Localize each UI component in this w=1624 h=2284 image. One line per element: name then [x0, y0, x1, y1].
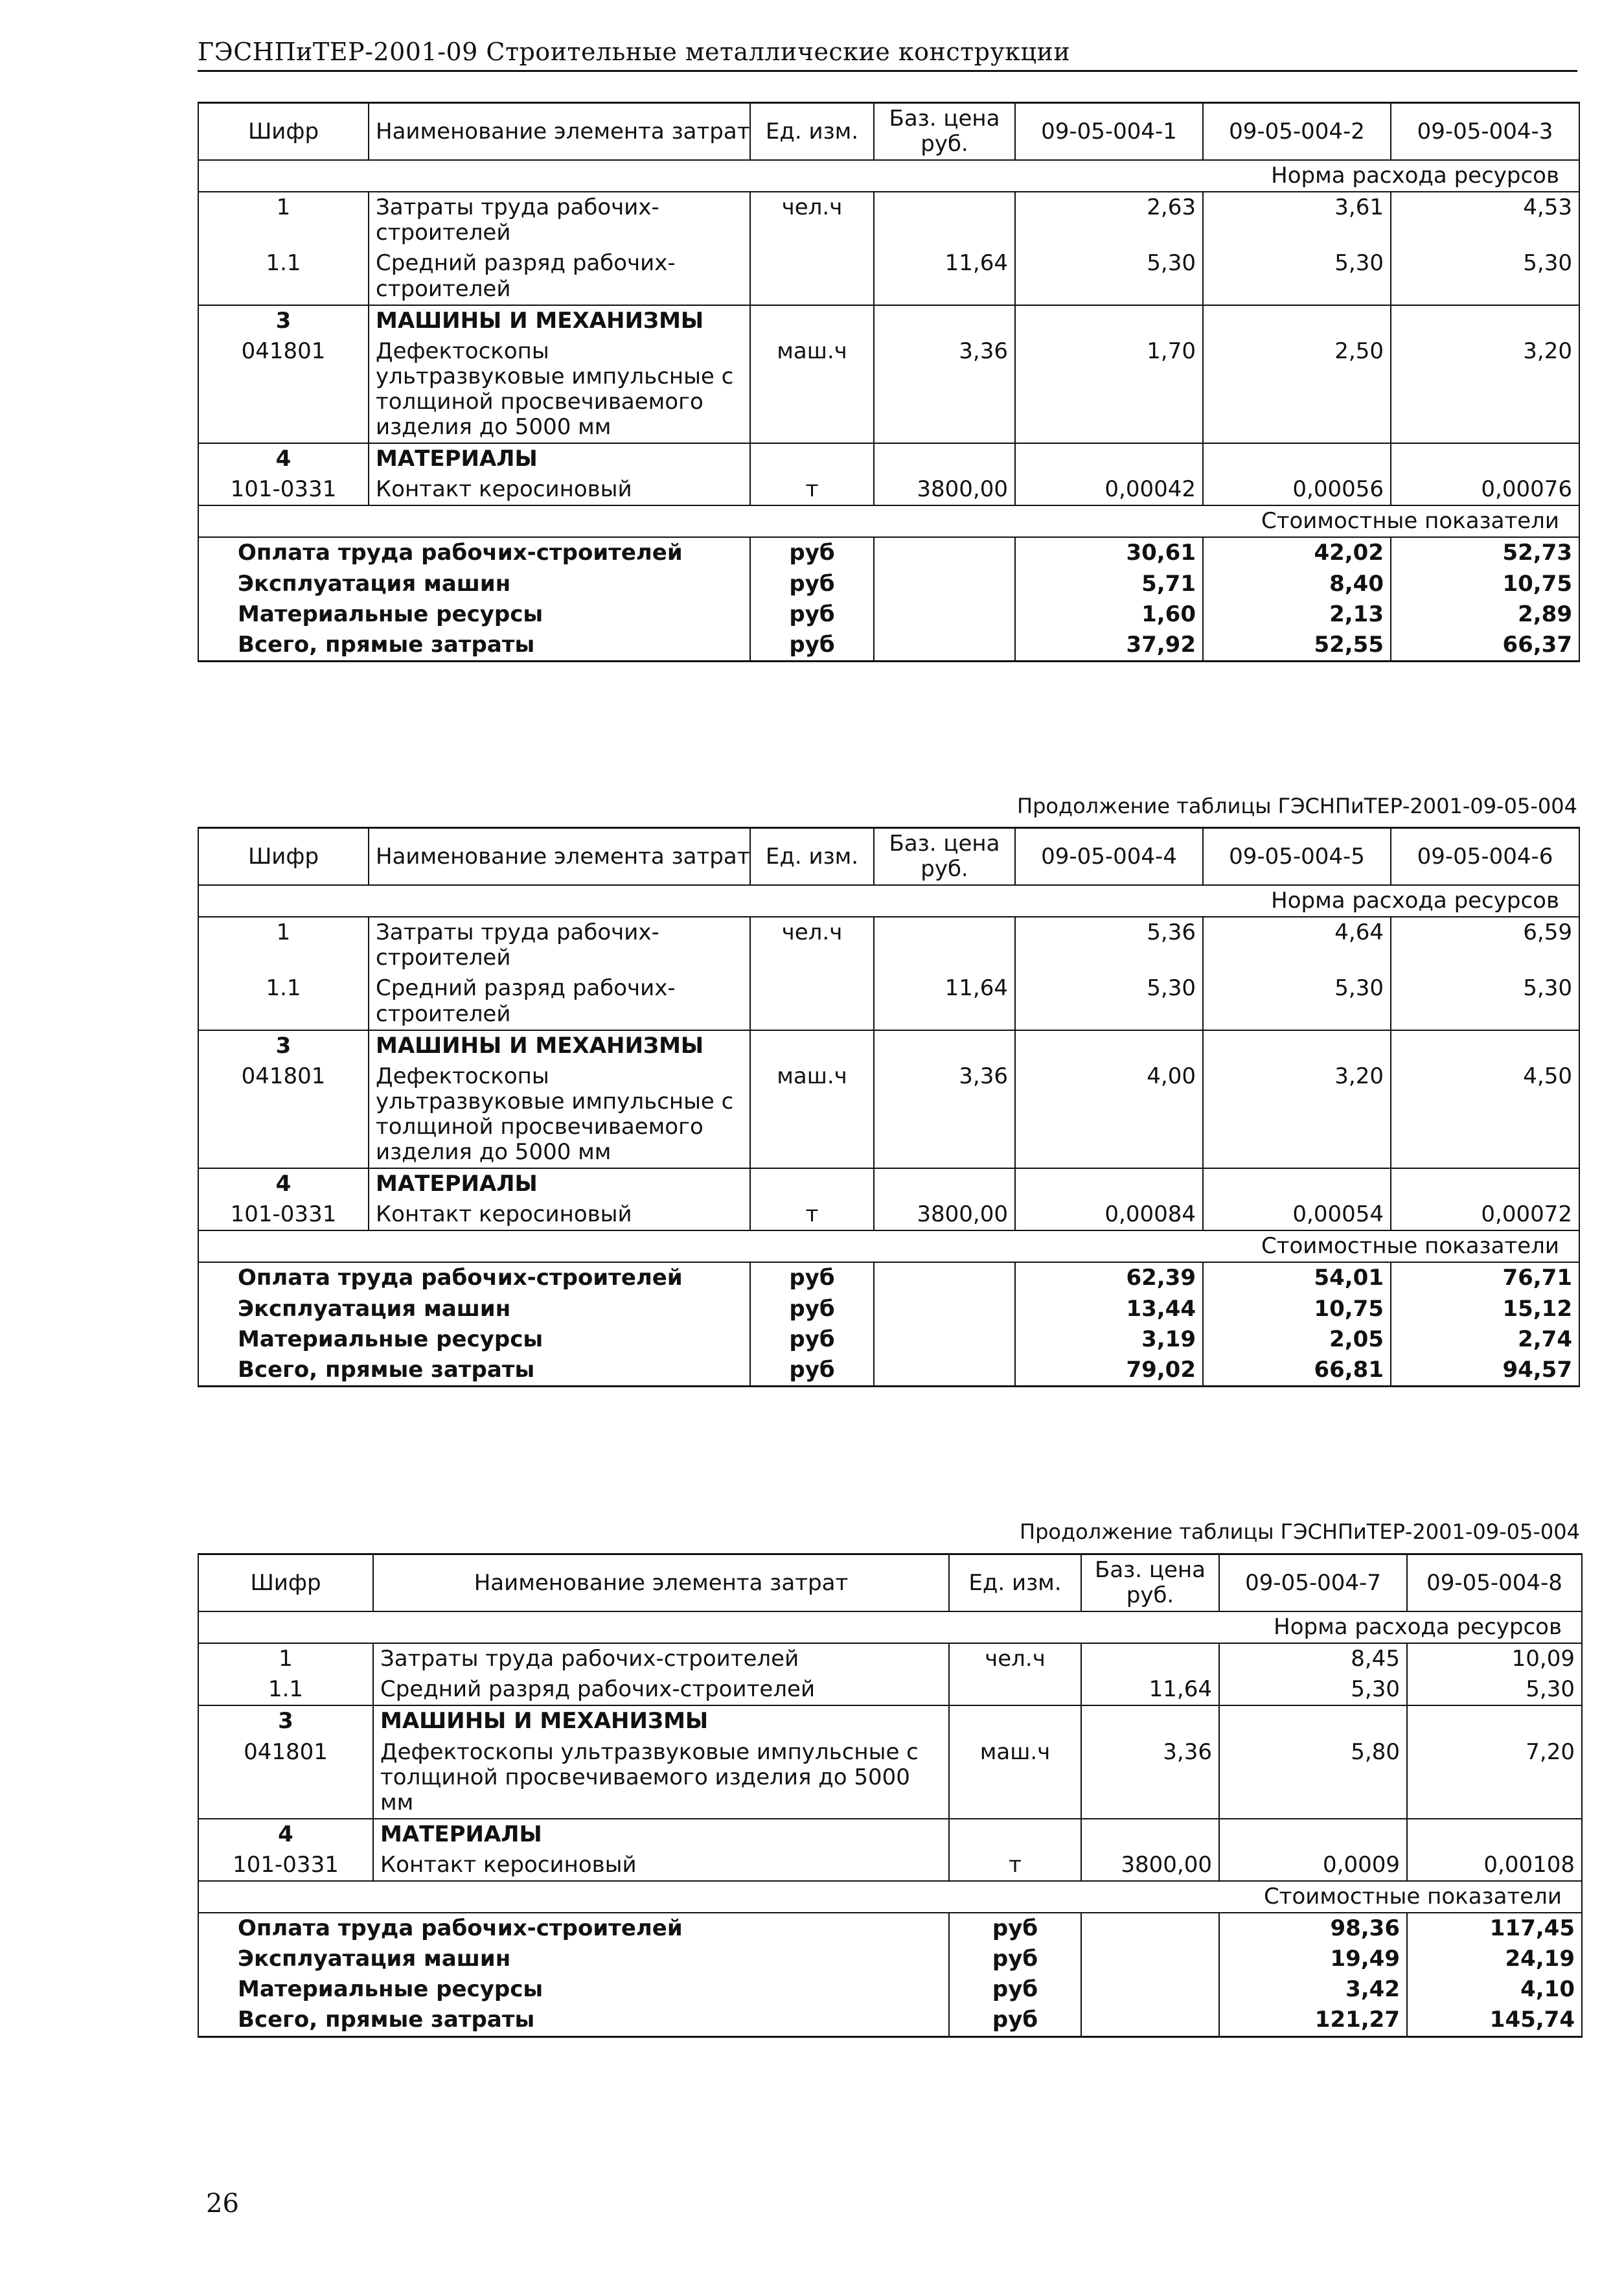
summary-value: 66,81 [1203, 1355, 1391, 1387]
header-column-code: 09-05-004-8 [1407, 1554, 1582, 1612]
resource-name: Контакт керосиновый [369, 474, 750, 505]
resource-value: 4,50 [1391, 1061, 1579, 1168]
estimate-table-1 [198, 102, 1580, 662]
table-row [198, 336, 1579, 443]
resource-price [1081, 1705, 1219, 1736]
summary-value: 54,01 [1203, 1262, 1391, 1293]
resource-value [1407, 1705, 1582, 1736]
resource-value [1203, 443, 1391, 474]
resource-value: 3,61 [1203, 192, 1391, 248]
resource-unit: маш.ч [750, 1061, 874, 1168]
resource-value: 2,63 [1015, 192, 1203, 248]
resource-unit: т [750, 1199, 874, 1230]
page-header-text: ГЭСНПиТЕР-2001-09 Строительные металлические конструкции [198, 38, 1071, 66]
resource-code: 3 [198, 305, 369, 336]
cost-label: Стоимостные показатели [198, 1230, 1579, 1262]
summary-value: 76,71 [1391, 1262, 1579, 1293]
summary-unit: руб [949, 1944, 1081, 1974]
header-column-code: 09-05-004-6 [1391, 828, 1579, 886]
header-code: Шифр [198, 103, 369, 161]
resource-unit: т [949, 1850, 1081, 1881]
resource-code: 4 [198, 1819, 373, 1850]
summary-value: 3,42 [1219, 1974, 1407, 2005]
header-unit: Ед. изм. [750, 828, 874, 886]
resource-code: 101-0331 [198, 1199, 369, 1230]
table-body [198, 103, 1579, 662]
resource-code: 041801 [198, 1061, 369, 1168]
summary-unit: руб [750, 537, 874, 568]
resource-value [1391, 1030, 1579, 1061]
resource-code: 041801 [198, 336, 369, 443]
summary-label: Всего, прямые затраты [198, 630, 750, 662]
table-row [198, 630, 1579, 662]
table-caption-3: Продолжение таблицы ГЭСНПиТЕР-2001-09-05-004 [1020, 1519, 1580, 1544]
table-row [198, 1611, 1582, 1643]
summary-price [874, 1355, 1015, 1387]
resource-name: МАТЕРИАЛЫ [369, 443, 750, 474]
summary-price [874, 1294, 1015, 1324]
resource-unit: чел.ч [949, 1643, 1081, 1674]
resource-value [1391, 1168, 1579, 1199]
header-column-code: 09-05-004-4 [1015, 828, 1203, 886]
header-column-code: 09-05-004-3 [1391, 103, 1579, 161]
table-row [198, 1705, 1582, 1736]
summary-label: Материальные ресурсы [198, 599, 750, 630]
resource-value: 10,09 [1407, 1643, 1582, 1674]
summary-value: 42,02 [1203, 537, 1391, 568]
table-row [198, 1554, 1582, 1612]
table-row [198, 1199, 1579, 1230]
header-code: Шифр [198, 828, 369, 886]
resource-value: 5,30 [1203, 973, 1391, 1030]
resource-value: 0,00054 [1203, 1199, 1391, 1230]
resource-code: 1 [198, 192, 369, 248]
resource-value: 0,00084 [1015, 1199, 1203, 1230]
resource-value: 0,00108 [1407, 1850, 1582, 1881]
norms-label: Норма расхода ресурсов [198, 885, 1579, 917]
table-row [198, 1030, 1579, 1061]
header-code: Шифр [198, 1554, 373, 1612]
table-row [198, 1294, 1579, 1324]
table-row [198, 1643, 1582, 1674]
resource-value: 0,00042 [1015, 474, 1203, 505]
table-row [198, 160, 1579, 192]
resource-unit [750, 248, 874, 305]
summary-value: 4,10 [1407, 1974, 1582, 2005]
summary-value: 52,73 [1391, 537, 1579, 568]
resource-unit [750, 973, 874, 1030]
resource-price [1081, 1819, 1219, 1850]
resource-code: 1.1 [198, 1674, 373, 1705]
summary-label: Материальные ресурсы [198, 1324, 750, 1355]
resource-value [1203, 1168, 1391, 1199]
resource-unit [750, 305, 874, 336]
summary-price [1081, 1944, 1219, 1974]
resource-price: 11,64 [874, 973, 1015, 1030]
page-number: 26 [206, 2189, 239, 2219]
summary-value: 94,57 [1391, 1355, 1579, 1387]
summary-value: 2,05 [1203, 1324, 1391, 1355]
summary-value: 24,19 [1407, 1944, 1582, 1974]
resource-code: 1 [198, 917, 369, 973]
resource-code: 1.1 [198, 248, 369, 305]
summary-value: 5,71 [1015, 569, 1203, 599]
resource-price: 11,64 [1081, 1674, 1219, 1705]
table-row [198, 248, 1579, 305]
summary-price [874, 630, 1015, 662]
resource-value: 4,53 [1391, 192, 1579, 248]
summary-price [1081, 2005, 1219, 2036]
resource-value [1219, 1705, 1407, 1736]
header-price: Баз. цена руб. [1081, 1554, 1219, 1612]
resource-unit: маш.ч [949, 1737, 1081, 1819]
summary-value: 37,92 [1015, 630, 1203, 662]
resource-value [1203, 305, 1391, 336]
resource-value [1015, 305, 1203, 336]
summary-value: 10,75 [1391, 569, 1579, 599]
header-column-code: 09-05-004-2 [1203, 103, 1391, 161]
table-row [198, 1850, 1582, 1881]
table-body [198, 828, 1579, 1387]
resource-value [1391, 443, 1579, 474]
summary-label: Оплата труда рабочих-строителей [198, 537, 750, 568]
resource-value: 0,00072 [1391, 1199, 1579, 1230]
resource-name: МАТЕРИАЛЫ [373, 1819, 949, 1850]
resource-value: 5,30 [1391, 248, 1579, 305]
summary-value: 13,44 [1015, 1294, 1203, 1324]
resource-unit [750, 443, 874, 474]
table-row [198, 537, 1579, 568]
table-row [198, 1230, 1579, 1262]
summary-unit: руб [750, 1324, 874, 1355]
resource-price [874, 917, 1015, 973]
table-row [198, 103, 1579, 161]
resource-value: 7,20 [1407, 1737, 1582, 1819]
resource-value: 5,30 [1407, 1674, 1582, 1705]
summary-value: 66,37 [1391, 630, 1579, 662]
summary-label: Эксплуатация машин [198, 1294, 750, 1324]
resource-value: 5,30 [1391, 973, 1579, 1030]
resource-price: 11,64 [874, 248, 1015, 305]
cost-label: Стоимостные показатели [198, 1881, 1582, 1913]
table-row [198, 505, 1579, 537]
summary-label: Материальные ресурсы [198, 1974, 949, 2005]
table-row [198, 1881, 1582, 1913]
table-row [198, 599, 1579, 630]
page-header [198, 38, 1577, 72]
summary-value: 62,39 [1015, 1262, 1203, 1293]
summary-value: 117,45 [1407, 1913, 1582, 1944]
resource-value: 5,30 [1015, 248, 1203, 305]
table-row [198, 973, 1579, 1030]
summary-unit: руб [949, 1913, 1081, 1944]
header-unit: Ед. изм. [750, 103, 874, 161]
table-row [198, 1262, 1579, 1293]
resource-value: 5,36 [1015, 917, 1203, 973]
header-name: Наименование элемента затрат [369, 103, 750, 161]
resource-code: 041801 [198, 1737, 373, 1819]
table-row [198, 192, 1579, 248]
resource-name: Контакт керосиновый [369, 1199, 750, 1230]
resource-value: 3,20 [1203, 1061, 1391, 1168]
resource-price: 3800,00 [874, 474, 1015, 505]
resource-name: МАШИНЫ И МЕХАНИЗМЫ [369, 1030, 750, 1061]
resource-value: 4,00 [1015, 1061, 1203, 1168]
summary-label: Всего, прямые затраты [198, 2005, 949, 2036]
resource-value: 0,00076 [1391, 474, 1579, 505]
resource-unit [949, 1819, 1081, 1850]
resource-value: 8,45 [1219, 1643, 1407, 1674]
summary-value: 2,13 [1203, 599, 1391, 630]
summary-unit: руб [750, 1355, 874, 1387]
summary-unit: руб [750, 569, 874, 599]
resource-value: 0,0009 [1219, 1850, 1407, 1881]
table-row [198, 1168, 1579, 1199]
resource-code: 4 [198, 1168, 369, 1199]
norms-label: Норма расхода ресурсов [198, 160, 1579, 192]
resource-code: 1.1 [198, 973, 369, 1030]
table-row [198, 1737, 1582, 1819]
resource-name: Дефектоскопы ультразвуковые импульсные с толщиной просвечиваемого изделия до 5000 мм [369, 336, 750, 443]
summary-label: Всего, прямые затраты [198, 1355, 750, 1387]
resource-price [874, 1168, 1015, 1199]
resource-code: 3 [198, 1705, 373, 1736]
resource-price: 3,36 [1081, 1737, 1219, 1819]
header-name: Наименование элемента затрат [369, 828, 750, 886]
summary-unit: руб [949, 1974, 1081, 2005]
table-row [198, 569, 1579, 599]
resource-value: 5,30 [1203, 248, 1391, 305]
header-price: Баз. цена руб. [874, 103, 1015, 161]
summary-label: Эксплуатация машин [198, 1944, 949, 1974]
resource-value: 3,20 [1391, 336, 1579, 443]
header-unit: Ед. изм. [949, 1554, 1081, 1612]
summary-unit: руб [750, 630, 874, 662]
table-row [198, 1974, 1582, 2005]
resource-name: Дефектоскопы ультразвуковые импульсные с толщиной просвечиваемого изделия до 5000 мм [369, 1061, 750, 1168]
table-row [198, 443, 1579, 474]
summary-value: 2,74 [1391, 1324, 1579, 1355]
resource-unit: т [750, 474, 874, 505]
summary-value: 15,12 [1391, 1294, 1579, 1324]
resource-value: 2,50 [1203, 336, 1391, 443]
header-column-code: 09-05-004-5 [1203, 828, 1391, 886]
header-column-code: 09-05-004-1 [1015, 103, 1203, 161]
resource-name: Затраты труда рабочих-строителей [369, 192, 750, 248]
resource-unit [750, 1168, 874, 1199]
resource-value [1203, 1030, 1391, 1061]
resource-price: 3800,00 [1081, 1850, 1219, 1881]
table-row [198, 1913, 1582, 1944]
summary-price [1081, 1913, 1219, 1944]
summary-price [1081, 1974, 1219, 2005]
summary-value: 79,02 [1015, 1355, 1203, 1387]
summary-value: 145,74 [1407, 2005, 1582, 2036]
resource-value [1407, 1819, 1582, 1850]
resource-name: Дефектоскопы ультразвуковые импульсные с толщиной просвечиваемого изделия до 5000 мм [373, 1737, 949, 1819]
resource-unit [750, 1030, 874, 1061]
resource-value [1015, 443, 1203, 474]
summary-value: 30,61 [1015, 537, 1203, 568]
summary-value: 3,19 [1015, 1324, 1203, 1355]
summary-value: 52,55 [1203, 630, 1391, 662]
resource-value: 0,00056 [1203, 474, 1391, 505]
resource-price: 3,36 [874, 1061, 1015, 1168]
table-row [198, 1819, 1582, 1850]
resource-name: МАТЕРИАЛЫ [369, 1168, 750, 1199]
resource-code: 3 [198, 1030, 369, 1061]
summary-value: 121,27 [1219, 2005, 1407, 2036]
summary-value: 19,49 [1219, 1944, 1407, 1974]
table-row [198, 1674, 1582, 1705]
resource-value: 6,59 [1391, 917, 1579, 973]
table-row [198, 1324, 1579, 1355]
summary-value: 10,75 [1203, 1294, 1391, 1324]
summary-price [874, 569, 1015, 599]
estimate-table-2 [198, 827, 1580, 1387]
resource-value [1391, 305, 1579, 336]
table-row [198, 885, 1579, 917]
summary-value: 1,60 [1015, 599, 1203, 630]
resource-value: 4,64 [1203, 917, 1391, 973]
header-name: Наименование элемента затрат [373, 1554, 949, 1612]
table-row [198, 305, 1579, 336]
resource-name: Средний разряд рабочих-строителей [369, 248, 750, 305]
resource-name: Контакт керосиновый [373, 1850, 949, 1881]
summary-value: 8,40 [1203, 569, 1391, 599]
header-column-code: 09-05-004-7 [1219, 1554, 1407, 1612]
summary-price [874, 1324, 1015, 1355]
summary-label: Эксплуатация машин [198, 569, 750, 599]
summary-unit: руб [750, 1294, 874, 1324]
summary-value: 98,36 [1219, 1913, 1407, 1944]
resource-name: МАШИНЫ И МЕХАНИЗМЫ [369, 305, 750, 336]
resource-price [1081, 1643, 1219, 1674]
resource-name: Средний разряд рабочих-строителей [373, 1674, 949, 1705]
resource-value: 5,30 [1219, 1674, 1407, 1705]
resource-code: 1 [198, 1643, 373, 1674]
resource-unit [949, 1705, 1081, 1736]
summary-price [874, 599, 1015, 630]
table-row [198, 2005, 1582, 2036]
resource-value [1015, 1030, 1203, 1061]
summary-unit: руб [949, 2005, 1081, 2036]
resource-name: Затраты труда рабочих-строителей [369, 917, 750, 973]
resource-price: 3,36 [874, 336, 1015, 443]
resource-value: 5,30 [1015, 973, 1203, 1030]
header-price: Баз. цена руб. [874, 828, 1015, 886]
summary-value: 2,89 [1391, 599, 1579, 630]
resource-name: Средний разряд рабочих-строителей [369, 973, 750, 1030]
resource-price [874, 192, 1015, 248]
table-row [198, 917, 1579, 973]
resource-price: 3800,00 [874, 1199, 1015, 1230]
summary-unit: руб [750, 599, 874, 630]
summary-label: Оплата труда рабочих-строителей [198, 1262, 750, 1293]
resource-value: 1,70 [1015, 336, 1203, 443]
resource-price [874, 1030, 1015, 1061]
resource-value [1219, 1819, 1407, 1850]
resource-value [1015, 1168, 1203, 1199]
summary-unit: руб [750, 1262, 874, 1293]
resource-code: 101-0331 [198, 1850, 373, 1881]
table-row [198, 474, 1579, 505]
norms-label: Норма расхода ресурсов [198, 1611, 1582, 1643]
estimate-table-3 [198, 1553, 1583, 2038]
cost-label: Стоимостные показатели [198, 505, 1579, 537]
table-row [198, 1355, 1579, 1387]
table-row [198, 1061, 1579, 1168]
resource-name: Затраты труда рабочих-строителей [373, 1643, 949, 1674]
summary-price [874, 1262, 1015, 1293]
resource-code: 101-0331 [198, 474, 369, 505]
resource-unit [949, 1674, 1081, 1705]
resource-price [874, 305, 1015, 336]
resource-price [874, 443, 1015, 474]
resource-unit: маш.ч [750, 336, 874, 443]
table-body [198, 1554, 1582, 2037]
summary-label: Оплата труда рабочих-строителей [198, 1913, 949, 1944]
resource-unit: чел.ч [750, 192, 874, 248]
resource-code: 4 [198, 443, 369, 474]
table-row [198, 828, 1579, 886]
table-row [198, 1944, 1582, 1974]
resource-name: МАШИНЫ И МЕХАНИЗМЫ [373, 1705, 949, 1736]
summary-price [874, 537, 1015, 568]
table-caption-2: Продолжение таблицы ГЭСНПиТЕР-2001-09-05-004 [1017, 794, 1577, 818]
resource-value: 5,80 [1219, 1737, 1407, 1819]
resource-unit: чел.ч [750, 917, 874, 973]
